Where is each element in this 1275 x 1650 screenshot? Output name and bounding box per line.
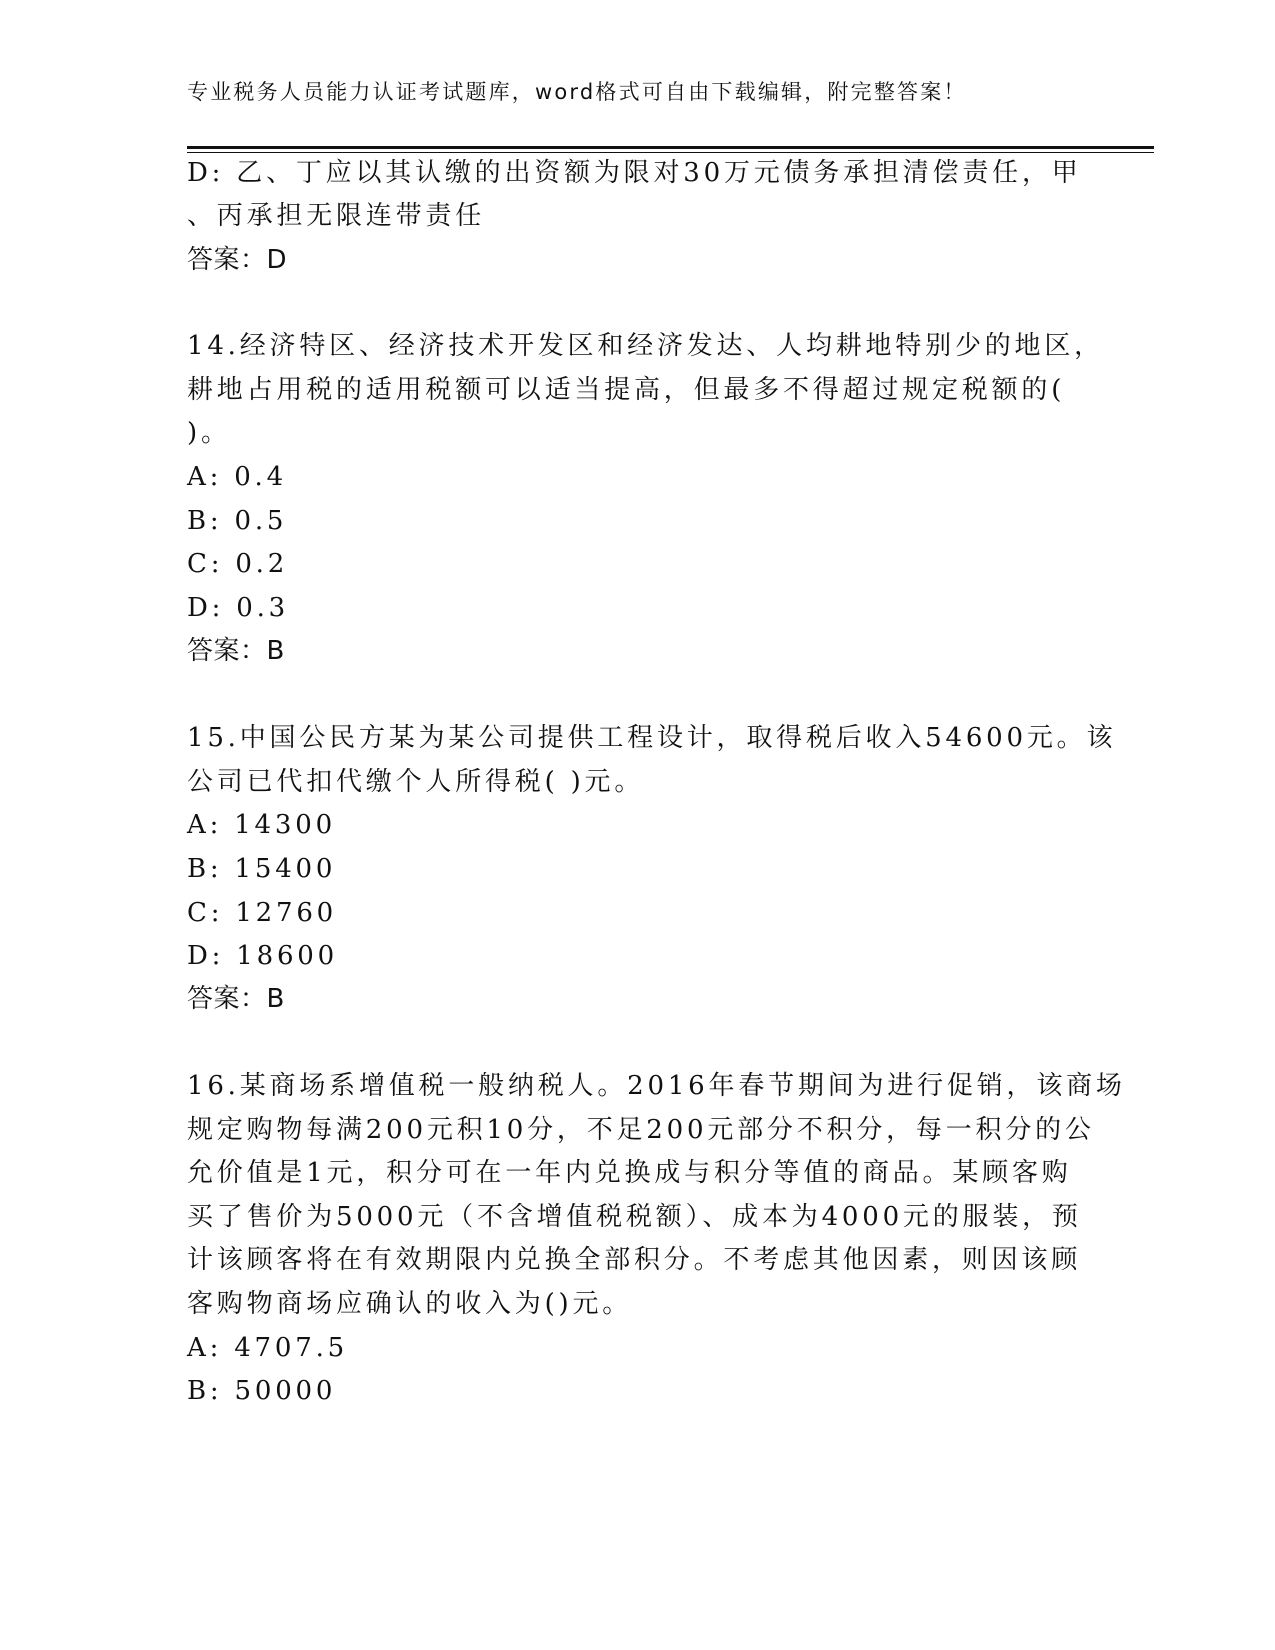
q14-option-c: C: 0.2	[187, 549, 289, 579]
q13-answer: 答案：D	[187, 245, 288, 275]
q15-option-a: A: 14300	[187, 810, 336, 840]
q15-option-d: D: 18600	[187, 941, 338, 971]
header-rule-thick	[187, 146, 1154, 149]
q13-option-d-line2: 、丙承担无限连带责任	[187, 201, 486, 231]
header-rule-thin	[187, 152, 1154, 153]
q16-stem-line4: 买了售价为5000元（不含增值税税额）、成本为4000元的服装，预	[187, 1202, 1082, 1232]
q14-answer: 答案：B	[187, 636, 285, 666]
q13-option-d-line1: D: 乙、丁应以其认缴的出资额为限对30万元债务承担清偿责任，甲	[187, 158, 1082, 188]
q15-stem-line1: 15.中国公民方某为某公司提供工程设计，取得税后收入54600元。该	[187, 723, 1117, 753]
q15-answer: 答案：B	[187, 984, 285, 1014]
q14-option-a: A: 0.4	[187, 462, 287, 492]
q14-stem-line3: )。	[187, 418, 231, 448]
q14-stem-line2: 耕地占用税的适用税额可以适当提高，但最多不得超过规定税额的(	[187, 375, 1066, 405]
q16-option-a: A: 4707.5	[187, 1333, 348, 1363]
q14-option-d: D: 0.3	[187, 593, 290, 623]
q16-stem-line1: 16.某商场系增值税一般纳税人。2016年春节期间为进行促销，该商场	[187, 1071, 1126, 1101]
q16-stem-line5: 计该顾客将在有效期限内兑换全部积分。不考虑其他因素，则因该顾	[187, 1245, 1082, 1275]
q15-option-c: C: 12760	[187, 898, 338, 928]
q16-stem-line3: 允价值是1元，积分可在一年内兑换成与积分等值的商品。某顾客购	[187, 1158, 1072, 1188]
q15-stem-line2: 公司已代扣代缴个人所得税( )元。	[187, 767, 645, 797]
page-header: 专业税务人员能力认证考试题库，word格式可自由下载编辑，附完整答案！	[187, 80, 967, 104]
q14-option-b: B: 0.5	[187, 506, 288, 536]
q16-stem-line6: 客购物商场应确认的收入为()元。	[187, 1289, 633, 1319]
q14-stem-line1: 14.经济特区、经济技术开发区和经济发达、人均耕地特别少的地区，	[187, 331, 1104, 361]
q15-option-b: B: 15400	[187, 854, 337, 884]
q16-option-b: B: 50000	[187, 1376, 337, 1406]
q16-stem-line2: 规定购物每满200元积10分，不足200元部分不积分，每一积分的公	[187, 1115, 1095, 1145]
